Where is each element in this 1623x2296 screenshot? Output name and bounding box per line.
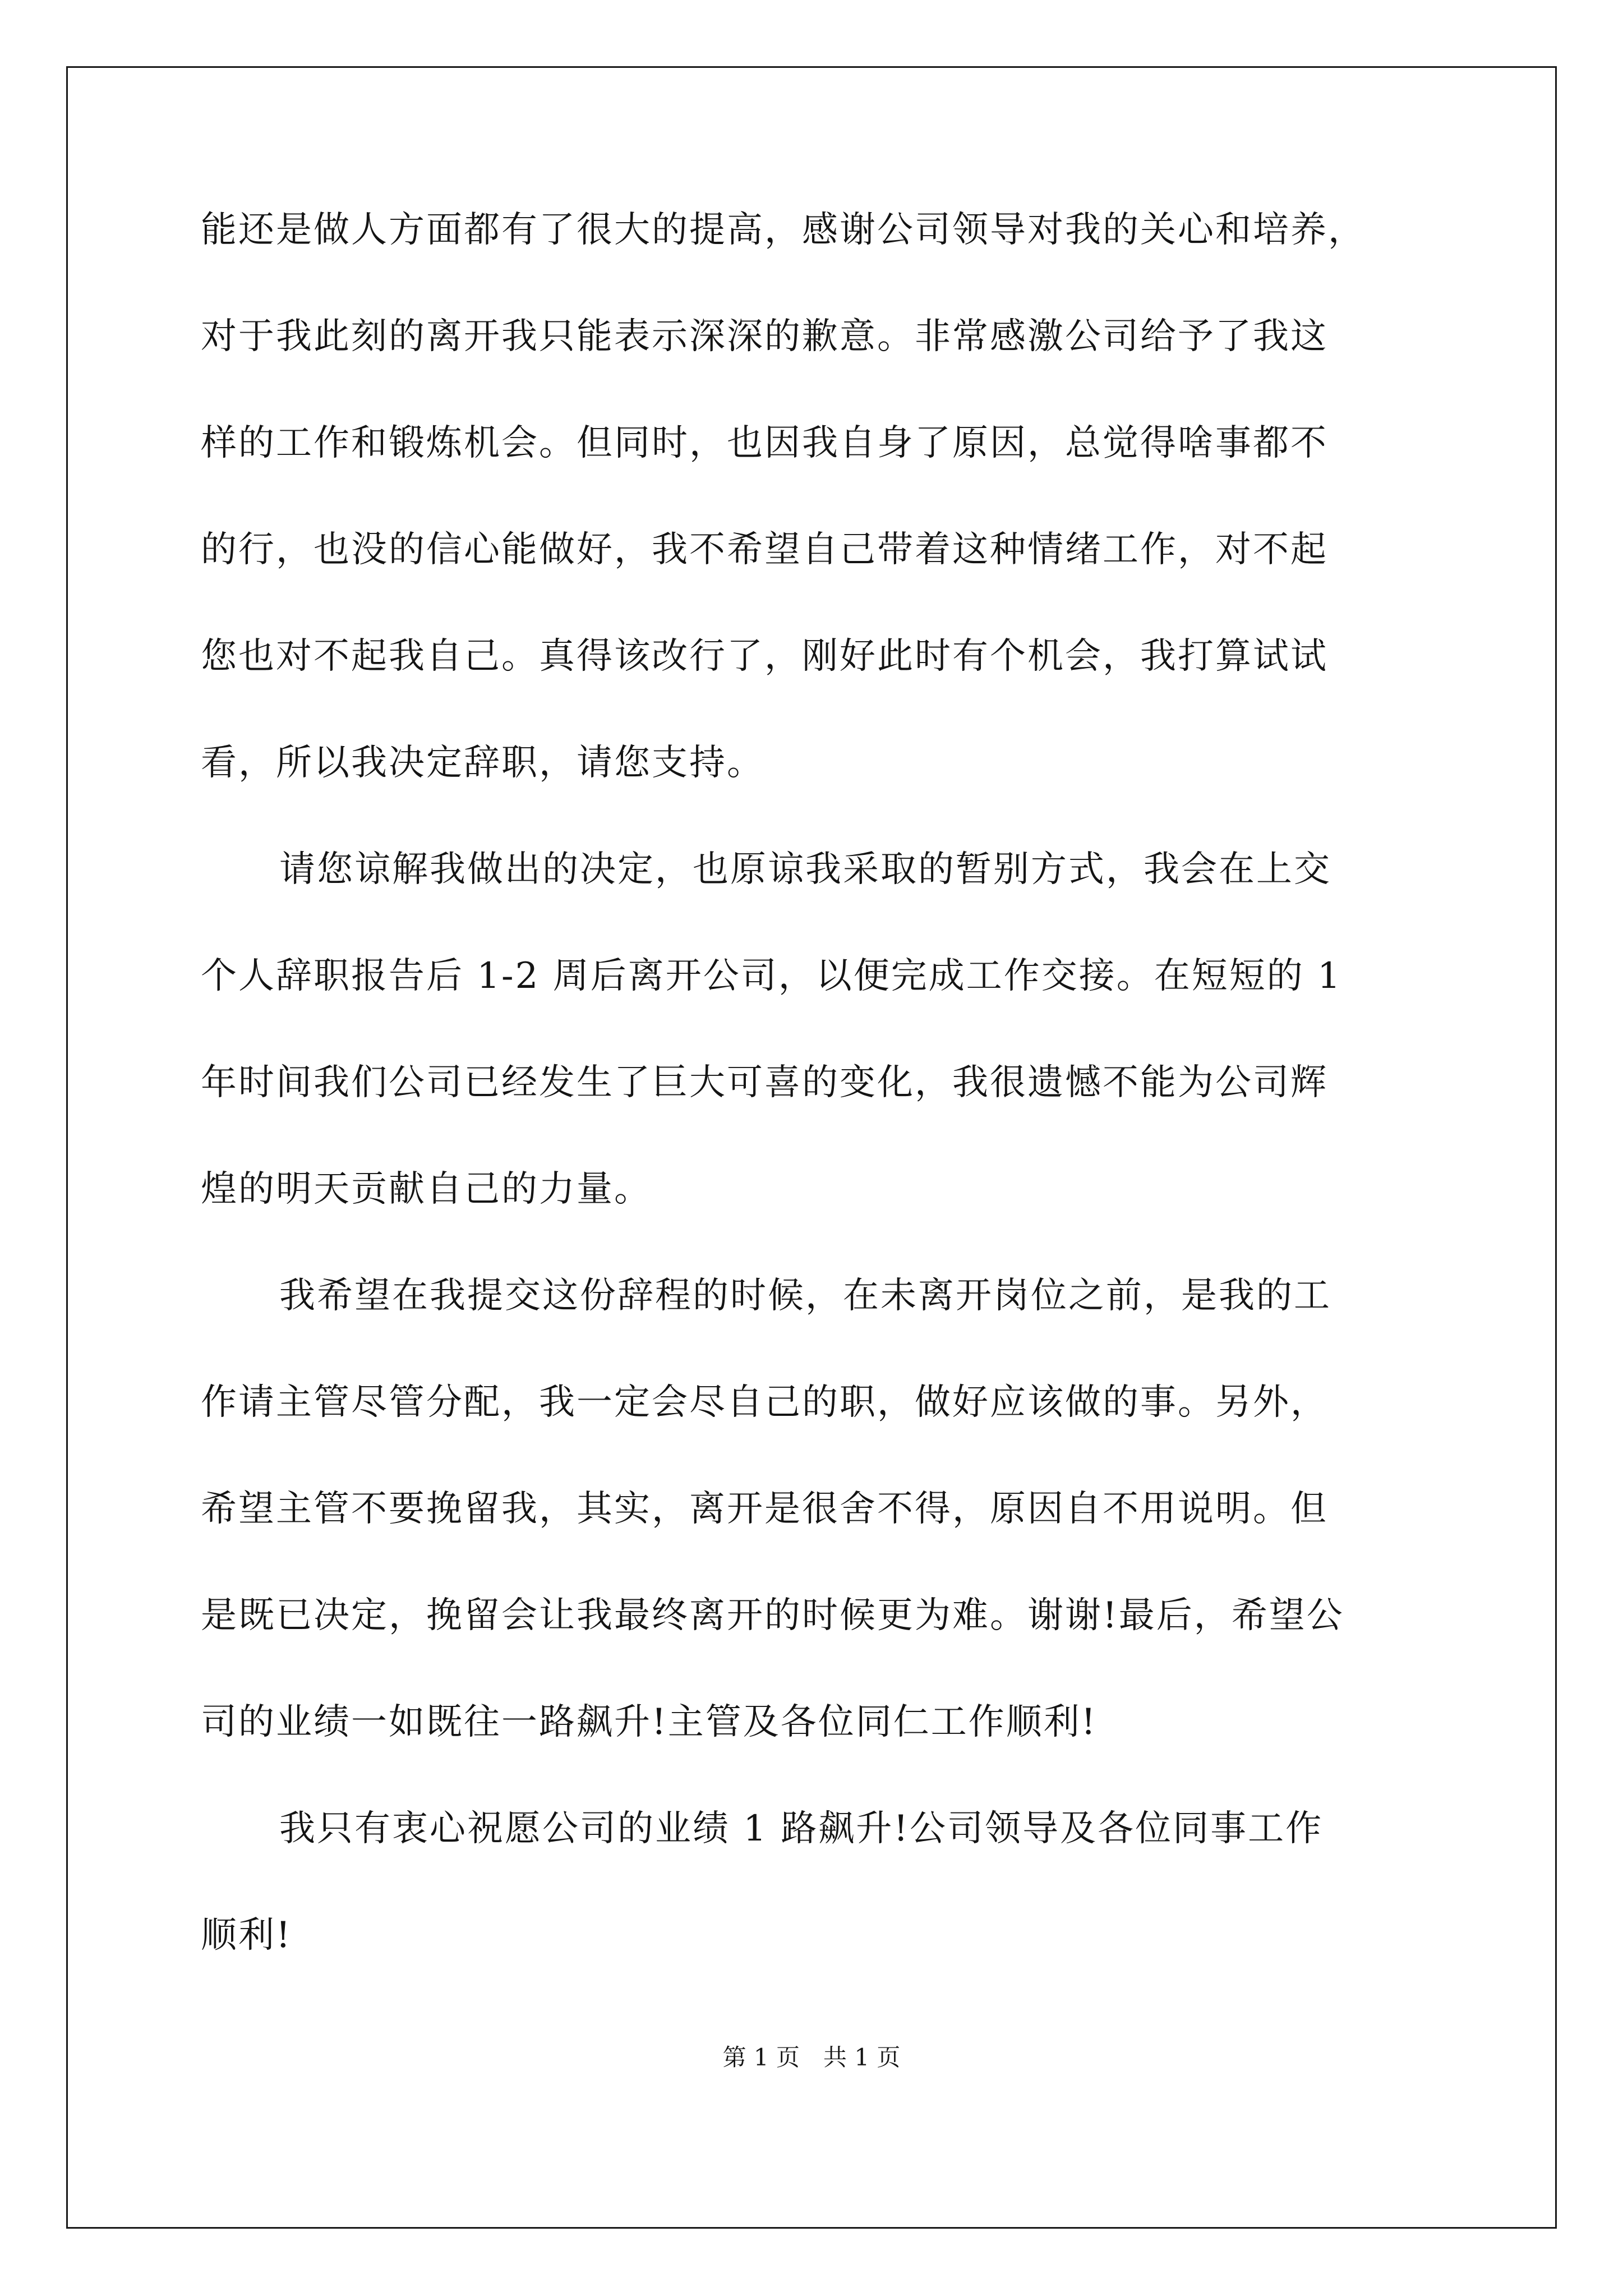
text-line: 您也对不起我自己。真得该改行了，刚好此时有个机会，我打算试试: [201, 636, 1328, 677]
text-line: 煌的明天贡献自己的力量。: [201, 1168, 652, 1210]
text-line: 作请主管尽管分配，我一定会尽自己的职，做好应该做的事。另外，: [201, 1382, 1328, 1423]
text-line: 顺利!: [201, 1915, 292, 1956]
text-line: 看，所以我决定辞职，请您支持。: [201, 742, 764, 784]
text-line: 请您谅解我做出的决定，也原谅我采取的暂别方式，我会在上交: [279, 849, 1331, 890]
text-line: 我希望在我提交这份辞程的时候，在未离开岗位之前，是我的工: [279, 1275, 1331, 1317]
text-line: 我只有衷心祝愿公司的业绩 1 路飙升!公司领导及各位同事工作: [279, 1808, 1324, 1849]
text-line: 的行，也没的信心能做好，我不希望自己带着这种情绪工作，对不起: [201, 529, 1328, 570]
text-line: 司的业绩一如既往一路飙升!主管及各位同仁工作顺利!: [201, 1701, 1098, 1743]
text-line: 样的工作和锻炼机会。但同时，也因我自身了原因，总觉得啥事都不: [201, 422, 1328, 464]
text-line: 个人辞职报告后 1-2 周后离开公司，以便完成工作交接。在短短的 1: [201, 955, 1342, 997]
text-line: 年时间我们公司已经发生了巨大可喜的变化，我很遗憾不能为公司辉: [201, 1062, 1328, 1103]
text-line: 能还是做人方面都有了很大的提高，感谢公司领导对我的关心和培养，: [201, 209, 1366, 251]
page-border: [66, 66, 1557, 2229]
page-number: 第 1 页 共 1 页: [722, 2044, 901, 2071]
text-line: 是既已决定，挽留会让我最终离开的时候更为难。谢谢!最后，希望公: [201, 1595, 1344, 1636]
text-line: 希望主管不要挽留我，其实，离开是很舍不得，原因自不用说明。但: [201, 1488, 1328, 1530]
text-line: 对于我此刻的离开我只能表示深深的歉意。非常感激公司给予了我这: [201, 316, 1328, 357]
